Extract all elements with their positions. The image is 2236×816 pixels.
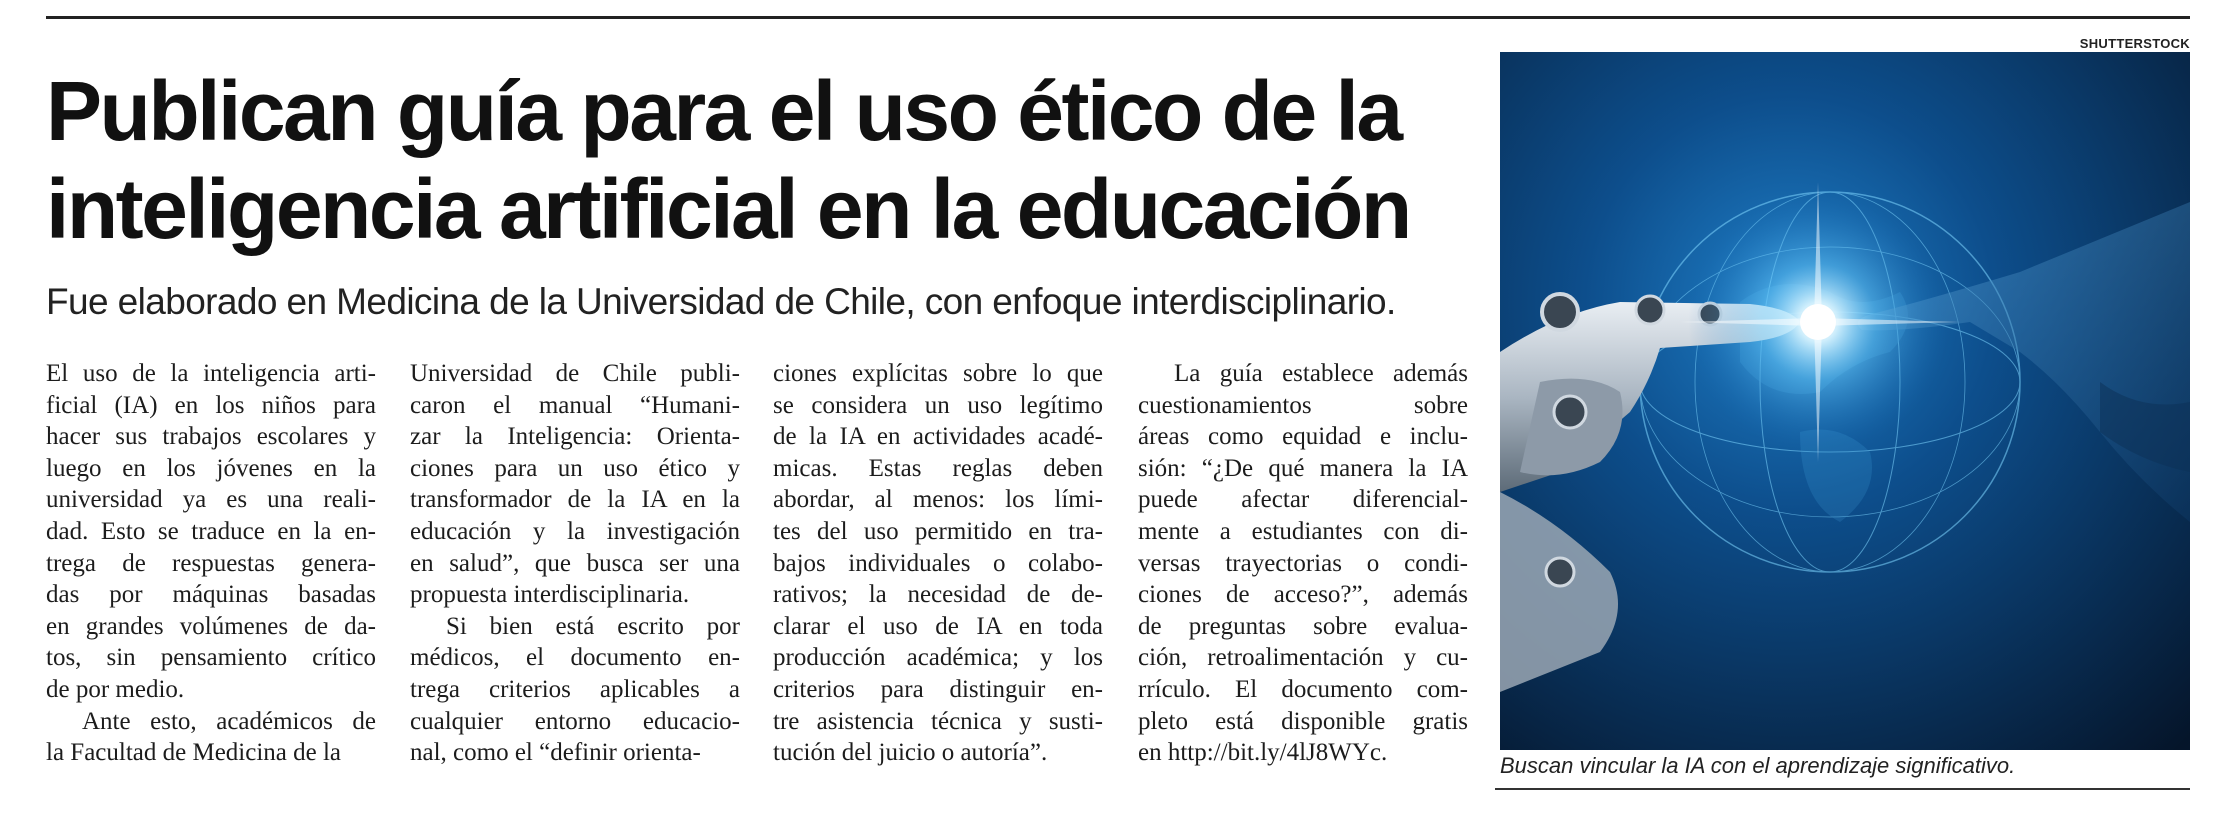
column-3-line: ciones explícitas sobre lo que (773, 360, 1103, 387)
column-4-line: ciones de acceso?”, además (1138, 581, 1468, 609)
column-3-line: criterios para distinguir en- (773, 675, 1103, 703)
column-4-line: sión: “¿De qué manera la IA (1138, 454, 1468, 482)
column-2-line: cualquier entorno educacio- (410, 707, 740, 735)
column-1-line: en grandes volúmenes de da- (46, 612, 376, 640)
column-1-line: dad. Esto se traduce en la en- (46, 517, 376, 545)
top-rule (46, 16, 2190, 19)
headline (46, 62, 1486, 258)
column-3-line: micas. Estas reglas deben (773, 454, 1103, 482)
column-4-line: ción, retroalimentación y cu- (1138, 644, 1468, 672)
body-column-3 (773, 358, 1103, 769)
column-2-line: zar la Inteligencia: Orienta- (410, 423, 740, 451)
column-4-line: en http://bit.ly/4lJ8WYc. (1138, 739, 1388, 767)
column-4-line: rrículo. El documento com- (1138, 675, 1468, 703)
column-1-line: universidad ya es una reali- (46, 486, 376, 514)
column-1-line: El uso de la inteligencia arti- (46, 360, 376, 387)
column-3-line: tución del juicio o autoría”. (773, 739, 1048, 767)
column-2-line: trega criterios aplicables a (410, 675, 740, 703)
photo-caption: Buscan vincular la IA con el aprendizaje significativo. (1500, 753, 2016, 778)
column-4-line: puede afectar diferencial- (1138, 486, 1468, 514)
caption-rule (1495, 788, 2190, 790)
column-2-line: propuesta interdisciplinaria. (410, 581, 690, 609)
column-1-line: de por medio. (46, 675, 185, 703)
column-3-line: rativos; la necesidad de de- (773, 581, 1103, 609)
body-column-4 (1138, 358, 1468, 769)
subtitle: Fue elaborado en Medicina de la Universidad de Chile, con enfoque interdisciplinario. (46, 281, 1396, 322)
headline-line-1: Publican guía para el uso ético de la (46, 64, 1401, 158)
column-4-line: áreas como equidad e inclu- (1138, 423, 1468, 451)
column-1-line: Ante esto, académicos de (82, 707, 376, 735)
photo-credit: SHUTTERSTOCK (2079, 36, 2190, 51)
column-1-line: luego en los jóvenes en la (46, 454, 376, 482)
column-2-line: ciones para un uso ético y (410, 454, 740, 482)
column-2-line: educación y la investigación (410, 517, 740, 545)
column-2-line: en salud”, que busca ser una (410, 549, 740, 577)
column-1-line: la Facultad de Medicina de la (46, 739, 342, 767)
column-2-line: médicos, el documento en- (410, 644, 740, 672)
column-2-line: Si bien está escrito por (446, 612, 740, 640)
column-1-line: ficial (IA) en los niños para (46, 391, 376, 419)
column-4-line: de preguntas sobre evalua- (1138, 612, 1468, 640)
column-4-line: mente a estudiantes con di- (1138, 517, 1468, 545)
column-3-line: producción académica; y los (773, 644, 1103, 672)
column-1-line: trega de respuestas genera- (46, 549, 376, 577)
headline-line-2: inteligencia artificial en la educación (46, 162, 1410, 256)
column-2-line: caron el manual “Humani- (410, 391, 740, 419)
column-3-line: tes del uso permitido en tra- (773, 517, 1103, 545)
column-4-line: La guía establece además (1174, 360, 1468, 387)
robot-hand-globe-illustration (1500, 52, 2190, 750)
column-3-line: tre asistencia técnica y susti- (773, 707, 1103, 735)
column-1-line: hacer sus trabajos escolares y (46, 423, 376, 451)
column-4-line: cuestionamientos sobre (1138, 391, 1468, 419)
column-2-line: transformador de la IA en la (410, 486, 740, 514)
column-3-line: se considera un uso legítimo (773, 391, 1103, 419)
column-2-line: nal, como el “definir orienta- (410, 739, 701, 767)
column-3-line: abordar, al menos: los lími- (773, 486, 1103, 514)
column-1-line: das por máquinas basadas (46, 581, 376, 609)
body-column-2 (410, 358, 740, 769)
body-column-1 (46, 358, 376, 769)
column-3-line: de la IA en actividades acadé- (773, 423, 1103, 451)
column-4-line: pleto está disponible gratis (1138, 707, 1468, 735)
column-4-line: versas trayectorias o condi- (1138, 549, 1468, 577)
column-1-line: tos, sin pensamiento crítico (46, 644, 376, 672)
column-3-line: clarar el uso de IA en toda (773, 612, 1103, 640)
column-3-line: bajos individuales o colabo- (773, 549, 1103, 577)
article-photo (1500, 52, 2190, 750)
column-2-line: Universidad de Chile publi- (410, 360, 740, 387)
